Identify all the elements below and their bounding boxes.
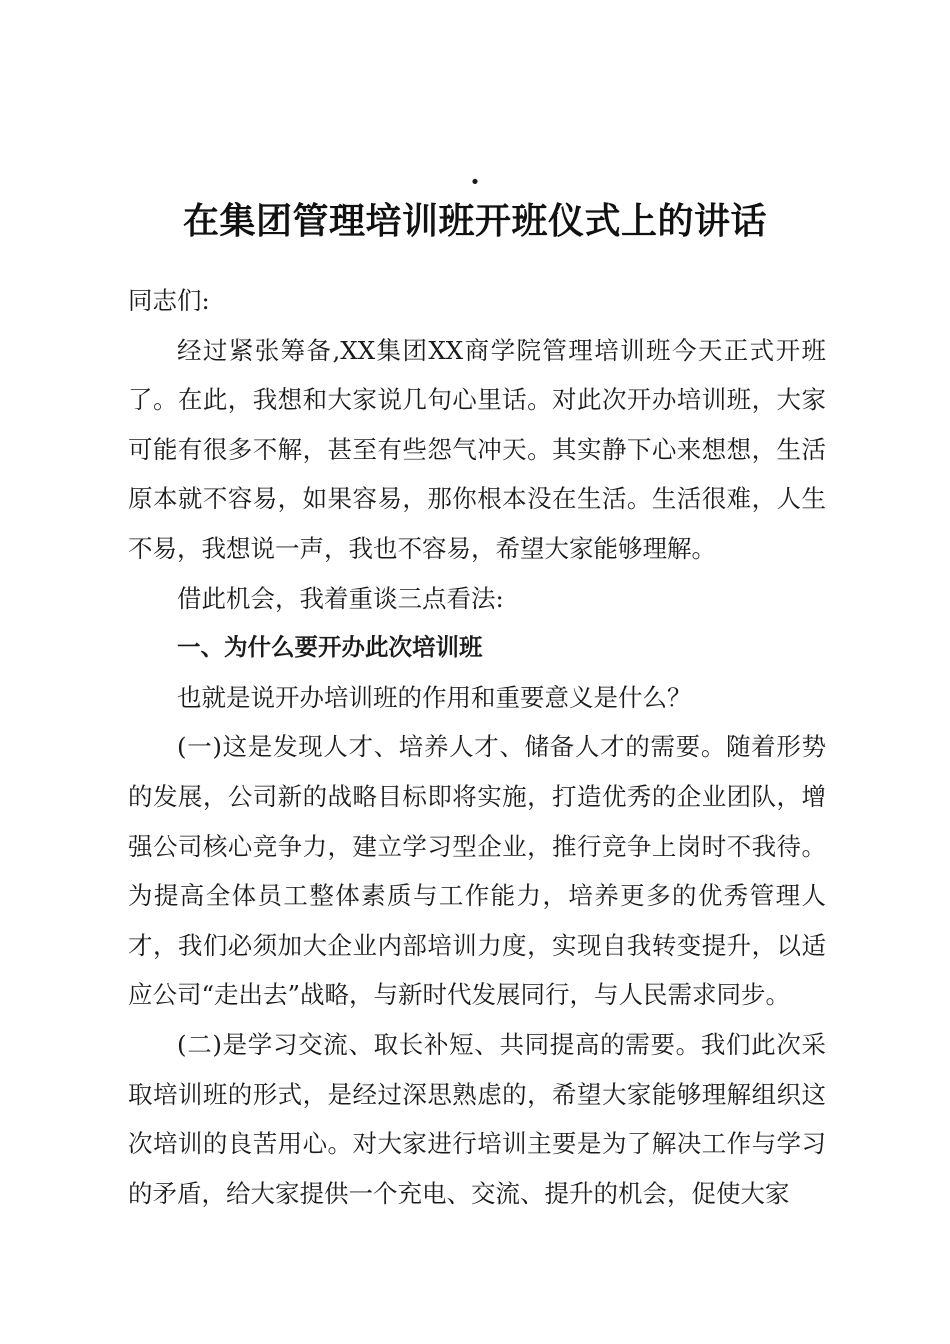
section-intro: 也就是说开办培训班的作用和重要意义是什么？ xyxy=(177,682,692,712)
salutation: 同志们: xyxy=(128,286,210,315)
paragraph-transition: 借此机会，我着重谈三点看法: xyxy=(177,583,504,613)
section-heading: 一、为什么要开办此次培训班 xyxy=(177,633,483,662)
document-body xyxy=(128,276,826,1218)
header-dot: · xyxy=(470,165,480,198)
page-title: 在集团管理培训班开班仪式上的讲话 xyxy=(182,201,767,242)
point-paragraph-1: (一)这是发现人才、培养人才、储备人才的需要。随着形势的发展，公司新的战略目标即将实施，打造优秀的企业团队，增强公司核心竞争力，建立学习型企业，推行竞争上岗时不我待。为提高全体员工整体素质与工作能力，培养更多的优秀管理人才，我们必须加大企业内部培训力度，实现自我转变提升，以适应公司“走出去”战略，与新时代发展同行，与人民需求同步。 xyxy=(128,732,826,1010)
paragraph-opening: 经过紧张筹备,XX集团XX商学院管理培训班今天正式开班了。在此，我想和大家说几句心里话。对此次开办培训班，大家可能有很多不解，甚至有些怨气冲天。其实静下心来想想，生活原本就不容易，如果容易，那你根本没在生活。生活很难，人生不易，我想说一声，我也不容易，希望大家能够理解。 xyxy=(128,335,826,563)
point-paragraph-2: (二)是学习交流、取长补短、共同提高的需要。我们此次采取培训班的形式，是经过深思熟虑的，希望大家能够理解组织这次培训的良苦用心。对大家进行培训主要是为了解决工作与学习的矛盾，给大家提供一个充电、交流、提升的机会，促使大家 xyxy=(128,1029,826,1208)
